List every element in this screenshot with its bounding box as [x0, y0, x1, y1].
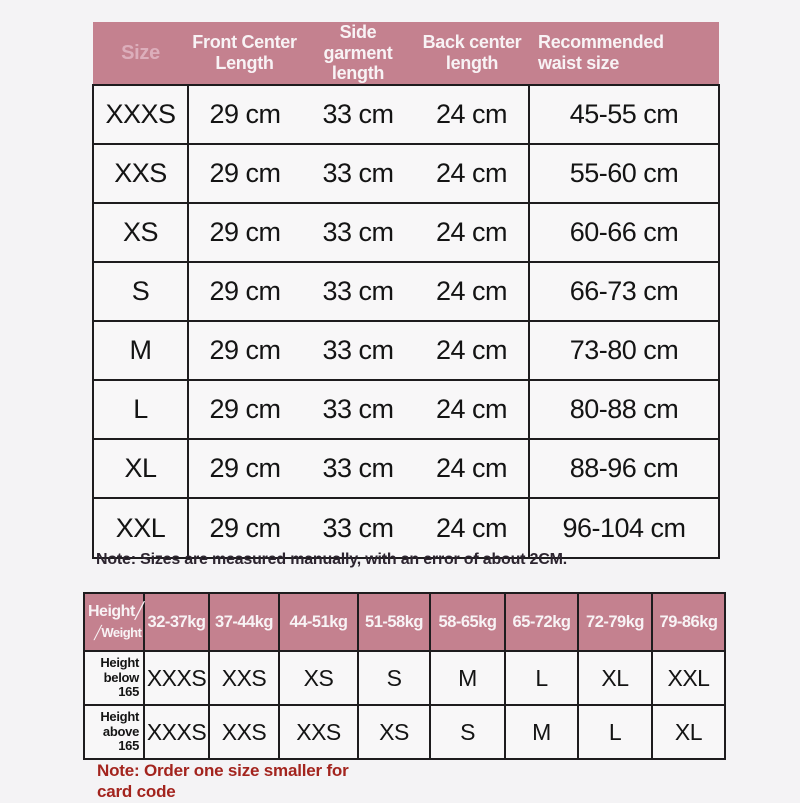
table-row: [84, 705, 725, 759]
table-row: [84, 651, 725, 705]
corner-height-label: Height╱: [88, 603, 144, 621]
fit-size-cell: XXS: [209, 651, 279, 705]
size-table: [92, 22, 720, 559]
side-length-cell: 33 cm: [301, 144, 415, 203]
fit-size-cell: XXS: [279, 705, 358, 759]
fit-size-cell: L: [505, 651, 578, 705]
side-length-cell: 33 cm: [301, 85, 415, 144]
fit-size-cell: XXXS: [144, 651, 209, 705]
fit-size-cell: M: [505, 705, 578, 759]
side-length-cell: 33 cm: [301, 262, 415, 321]
back-length-cell: 24 cm: [415, 498, 529, 558]
table-row: [93, 203, 719, 262]
side-length-cell: 33 cm: [301, 380, 415, 439]
height-row-label: Height below 165: [84, 651, 144, 705]
front-length-cell: 29 cm: [188, 380, 301, 439]
front-length-cell: 29 cm: [188, 144, 301, 203]
back-length-cell: 24 cm: [415, 203, 529, 262]
weight-column-header: 65-72kg: [505, 593, 578, 651]
back-length-cell: 24 cm: [415, 439, 529, 498]
front-length-cell: 29 cm: [188, 321, 301, 380]
front-length-cell: 29 cm: [188, 203, 301, 262]
side-length-cell: 33 cm: [301, 321, 415, 380]
fit-size-cell: XS: [279, 651, 358, 705]
weight-column-header: 37-44kg: [209, 593, 279, 651]
waist-cell: 73-80 cm: [529, 321, 719, 380]
back-length-cell: 24 cm: [415, 380, 529, 439]
side-length-column-header: Side garment length: [301, 22, 415, 85]
fit-size-cell: XXXS: [144, 705, 209, 759]
table-row: [93, 144, 719, 203]
back-length-cell: 24 cm: [415, 262, 529, 321]
weight-column-header: 79-86kg: [652, 593, 725, 651]
waist-cell: 80-88 cm: [529, 380, 719, 439]
waist-cell: 96-104 cm: [529, 498, 719, 558]
size-cell: XXL: [93, 498, 188, 558]
table-row: [93, 498, 719, 558]
fit-size-cell: S: [430, 705, 505, 759]
weight-column-header: 58-65kg: [430, 593, 505, 651]
fit-size-cell: XXS: [209, 705, 279, 759]
size-cell: M: [93, 321, 188, 380]
measurement-note: Note: Sizes are measured manually, with an error of about 2CM.: [96, 551, 567, 568]
waist-cell: 60-66 cm: [529, 203, 719, 262]
fit-size-cell: XS: [358, 705, 430, 759]
waist-cell: 88-96 cm: [529, 439, 719, 498]
size-cell: XXS: [93, 144, 188, 203]
table-row: [93, 439, 719, 498]
fit-size-cell: XL: [652, 705, 725, 759]
table-row: [93, 380, 719, 439]
size-cell: S: [93, 262, 188, 321]
waist-cell: 66-73 cm: [529, 262, 719, 321]
height-weight-table: [83, 592, 726, 760]
back-length-cell: 24 cm: [415, 321, 529, 380]
back-length-cell: 24 cm: [415, 85, 529, 144]
size-cell: XXXS: [93, 85, 188, 144]
front-length-cell: 29 cm: [188, 262, 301, 321]
weight-column-header: 72-79kg: [578, 593, 652, 651]
fit-table-header-row: [84, 593, 725, 651]
weight-column-header: 44-51kg: [279, 593, 358, 651]
fit-size-cell: XXL: [652, 651, 725, 705]
size-cell: XL: [93, 439, 188, 498]
front-length-cell: 29 cm: [188, 85, 301, 144]
back-length-column-header: Back center length: [415, 22, 529, 85]
side-length-cell: 33 cm: [301, 203, 415, 262]
weight-column-header: 51-58kg: [358, 593, 430, 651]
side-length-cell: 33 cm: [301, 498, 415, 558]
height-weight-corner-header: [84, 593, 144, 651]
table-row: [93, 85, 719, 144]
height-row-label: Height above 165: [84, 705, 144, 759]
front-length-column-header: Front Center Length: [188, 22, 301, 85]
front-length-cell: 29 cm: [188, 439, 301, 498]
fit-size-cell: M: [430, 651, 505, 705]
size-column-header: Size: [93, 22, 188, 85]
size-table-header-row: [93, 22, 719, 85]
size-cell: XS: [93, 203, 188, 262]
table-row: [93, 321, 719, 380]
fit-size-cell: XL: [578, 651, 652, 705]
waist-cell: 55-60 cm: [529, 144, 719, 203]
weight-column-header: 32-37kg: [144, 593, 209, 651]
corner-weight-label: ╱Weight: [94, 625, 142, 641]
waist-cell: 45-55 cm: [529, 85, 719, 144]
waist-column-header: Recommended waist size: [529, 22, 719, 85]
size-cell: L: [93, 380, 188, 439]
fit-size-cell: L: [578, 705, 652, 759]
front-length-cell: 29 cm: [188, 498, 301, 558]
side-length-cell: 33 cm: [301, 439, 415, 498]
table-row: [93, 262, 719, 321]
order-size-note: Note: Order one size smaller for card code: [97, 761, 349, 802]
fit-size-cell: S: [358, 651, 430, 705]
back-length-cell: 24 cm: [415, 144, 529, 203]
